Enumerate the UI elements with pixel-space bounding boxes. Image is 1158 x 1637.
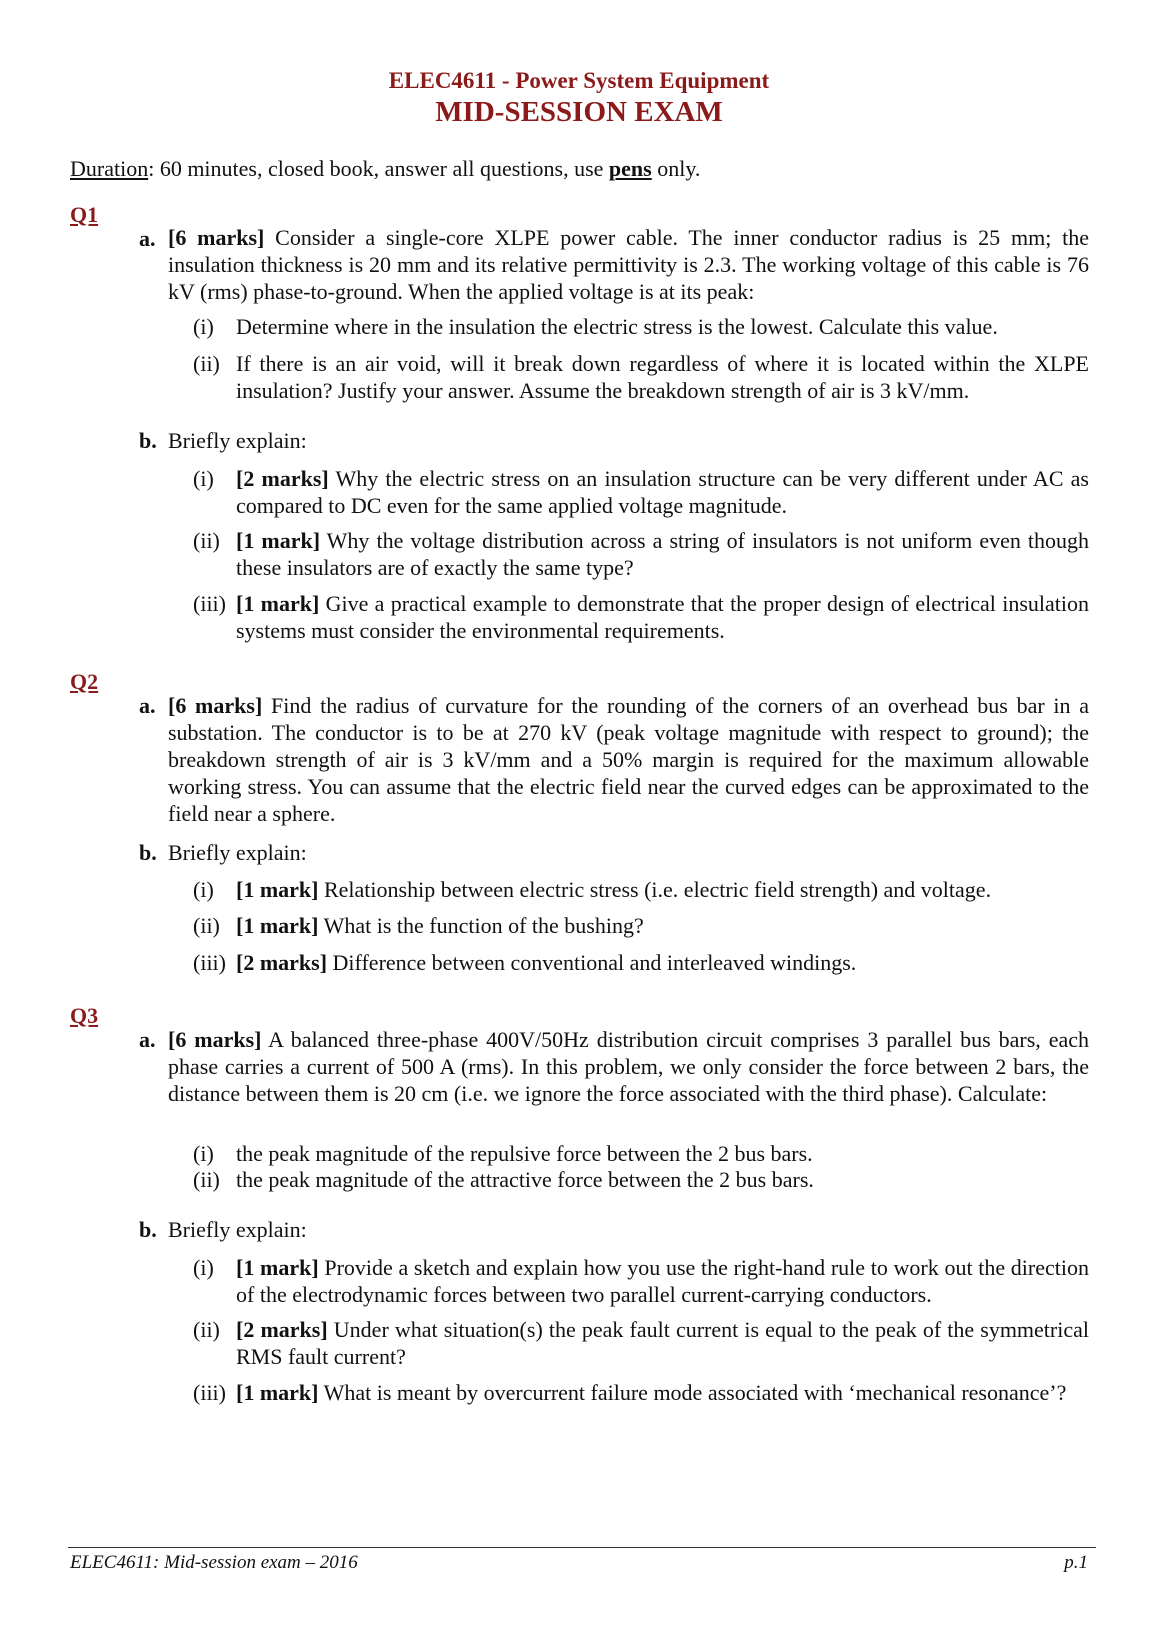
- q2-b-i-text: [236, 876, 991, 903]
- q2-a-marks: [6 marks]: [168, 693, 263, 718]
- q1-b-label: b.: [139, 428, 157, 453]
- q1-a-text: [168, 224, 1089, 305]
- q1-b-i-text: [236, 465, 1089, 519]
- q1-label: Q1: [70, 202, 99, 227]
- q2-b-ii-marks: [1 mark]: [236, 913, 319, 938]
- q2-a-label: a.: [139, 693, 156, 718]
- q1-b-ii-num: (ii): [193, 528, 220, 553]
- q2-a-body: Find the radius of curvature for the rounding of the corners of an overhead bus bar in a substation. The conductor is to be at 270 kV (peak voltage magnitude with respect to ground); the breakdown strength of air is 3 kV/mm and a 50% margin is required for the maximum allowable working stress. You can assume that the electric field near the curved edges can be approximated to the field near a sphere.: [168, 693, 1089, 826]
- q2-b-iii-marks: [2 marks]: [236, 950, 328, 975]
- q2-b-iii-num: (iii): [193, 950, 226, 975]
- q1-b-i-num: (i): [193, 466, 214, 491]
- q1-b-ii-marks: [1 mark]: [236, 528, 321, 553]
- q3-b-ii-text: [236, 1316, 1089, 1370]
- q1-b-intro: Briefly explain:: [168, 428, 307, 453]
- q1-a-i-num: (i): [193, 314, 214, 339]
- footer-title: ELEC4611: Mid-session exam – 2016: [70, 1552, 358, 1573]
- q2-b-i-body: Relationship between electric stress (i.e. electric field strength) and voltage.: [318, 877, 992, 902]
- q2-b-label: b.: [139, 840, 157, 865]
- q2-b-iii-text: [236, 949, 856, 976]
- q1-b-ii-text: [236, 527, 1089, 581]
- duration-label: Duration: [70, 156, 149, 181]
- duration-text-end: only.: [651, 156, 701, 181]
- q3-label: Q3: [70, 1003, 99, 1028]
- q3-b-ii-num: (ii): [193, 1317, 220, 1342]
- q3-a-ii-text: the peak magnitude of the attractive force between the 2 bus bars.: [236, 1167, 814, 1192]
- q1-a-label: a.: [139, 226, 156, 251]
- q3-b-i-marks: [1 mark]: [236, 1255, 319, 1280]
- q1-b-iii-body: Give a practical example to demonstrate that the proper design of electrical insulation systems must consider the environmental requirements.: [236, 591, 1089, 643]
- q3-a-marks: [6 marks]: [168, 1027, 262, 1052]
- q1-b-i-body: Why the electric stress on an insulation structure can be very different under AC as compared to DC even for the same applied voltage magnitude.: [236, 466, 1089, 518]
- q3-b-label: b.: [139, 1217, 157, 1242]
- q1-a-ii-num: (ii): [193, 351, 220, 376]
- q3-a-body: A balanced three-phase 400V/50Hz distribution circuit comprises 3 parallel bus bars, each phase carries a current of 500 A (rms). In this problem, we only consider the force between 2 bars, the distance between them is 20 cm (i.e. we ignore the force associated with the third phase). Calculate:: [168, 1027, 1089, 1106]
- q3-a-ii-num: (ii): [193, 1167, 220, 1192]
- q3-a-label: a.: [139, 1027, 156, 1052]
- q1-b-ii-body: Why the voltage distribution across a string of insulators is not uniform even though these insulators are of exactly the same type?: [236, 528, 1089, 580]
- q2-b-ii-text: [236, 912, 644, 939]
- q3-b-ii-body: Under what situation(s) the peak fault current is equal to the peak of the symmetrical RMS fault current?: [236, 1317, 1090, 1369]
- q3-a-text: [168, 1026, 1089, 1107]
- duration-emphasis: pens: [608, 156, 652, 181]
- q3-b-iii-marks: [1 mark]: [236, 1380, 319, 1405]
- q1-b-iii-num: (iii): [193, 591, 226, 616]
- q3-b-ii-marks: [2 marks]: [236, 1317, 328, 1342]
- q3-b-iii-text: [236, 1379, 1089, 1406]
- q1-a-body: Consider a single-core XLPE power cable. The inner conductor radius is 25 mm; the insulation thickness is 20 mm and its relative permittivity is 2.3. The working voltage of this cable is 76 kV (rms) phase-to-ground. When the applied voltage is at its peak:: [168, 225, 1089, 304]
- q1-a-ii-text: If there is an air void, will it break down regardless of where it is located within the XLPE insulation? Justify your answer. Assume the breakdown strength of air is 3 kV/mm.: [236, 351, 1089, 403]
- q2-label: Q2: [70, 669, 99, 694]
- duration-text: : 60 minutes, closed book, answer all questions, use: [148, 156, 609, 181]
- footer-divider: [68, 1547, 1096, 1548]
- q3-b-iii-num: (iii): [193, 1380, 226, 1405]
- q1-b-i-marks: [2 marks]: [236, 466, 329, 491]
- q3-b-iii-body: What is meant by overcurrent failure mode associated with ‘mechanical resonance’?: [318, 1380, 1067, 1405]
- q2-b-i-num: (i): [193, 877, 214, 902]
- q1-b-iii-marks: [1 mark]: [236, 591, 320, 616]
- q3-b-intro: Briefly explain:: [168, 1217, 307, 1242]
- q2-b-iii-body: Difference between conventional and interleaved windings.: [327, 950, 857, 975]
- q3-a-i-num: (i): [193, 1141, 214, 1166]
- q1-b-iii-text: [236, 590, 1089, 644]
- q3-b-i-text: [236, 1254, 1089, 1308]
- course-title: ELEC4611 - Power System Equipment: [388, 68, 770, 93]
- q3-b-i-body: Provide a sketch and explain how you use the right-hand rule to work out the direction of the electrodynamic forces between two parallel current-carrying conductors.: [236, 1255, 1089, 1307]
- q2-b-i-marks: [1 mark]: [236, 877, 319, 902]
- page-number: p.1: [1064, 1552, 1088, 1573]
- q3-b-i-num: (i): [193, 1255, 214, 1280]
- q2-b-ii-num: (ii): [193, 913, 220, 938]
- duration-line: [70, 156, 700, 182]
- q2-a-text: [168, 692, 1089, 827]
- q3-a-i-text: the peak magnitude of the repulsive force between the 2 bus bars.: [236, 1141, 813, 1166]
- exam-title: MID-SESSION EXAM: [435, 96, 723, 128]
- q1-a-i-text: Determine where in the insulation the electric stress is the lowest. Calculate this value.: [236, 314, 998, 339]
- q1-a-marks: [6 marks]: [168, 225, 265, 250]
- q2-b-intro: Briefly explain:: [168, 840, 307, 865]
- q2-b-ii-body: What is the function of the bushing?: [318, 913, 644, 938]
